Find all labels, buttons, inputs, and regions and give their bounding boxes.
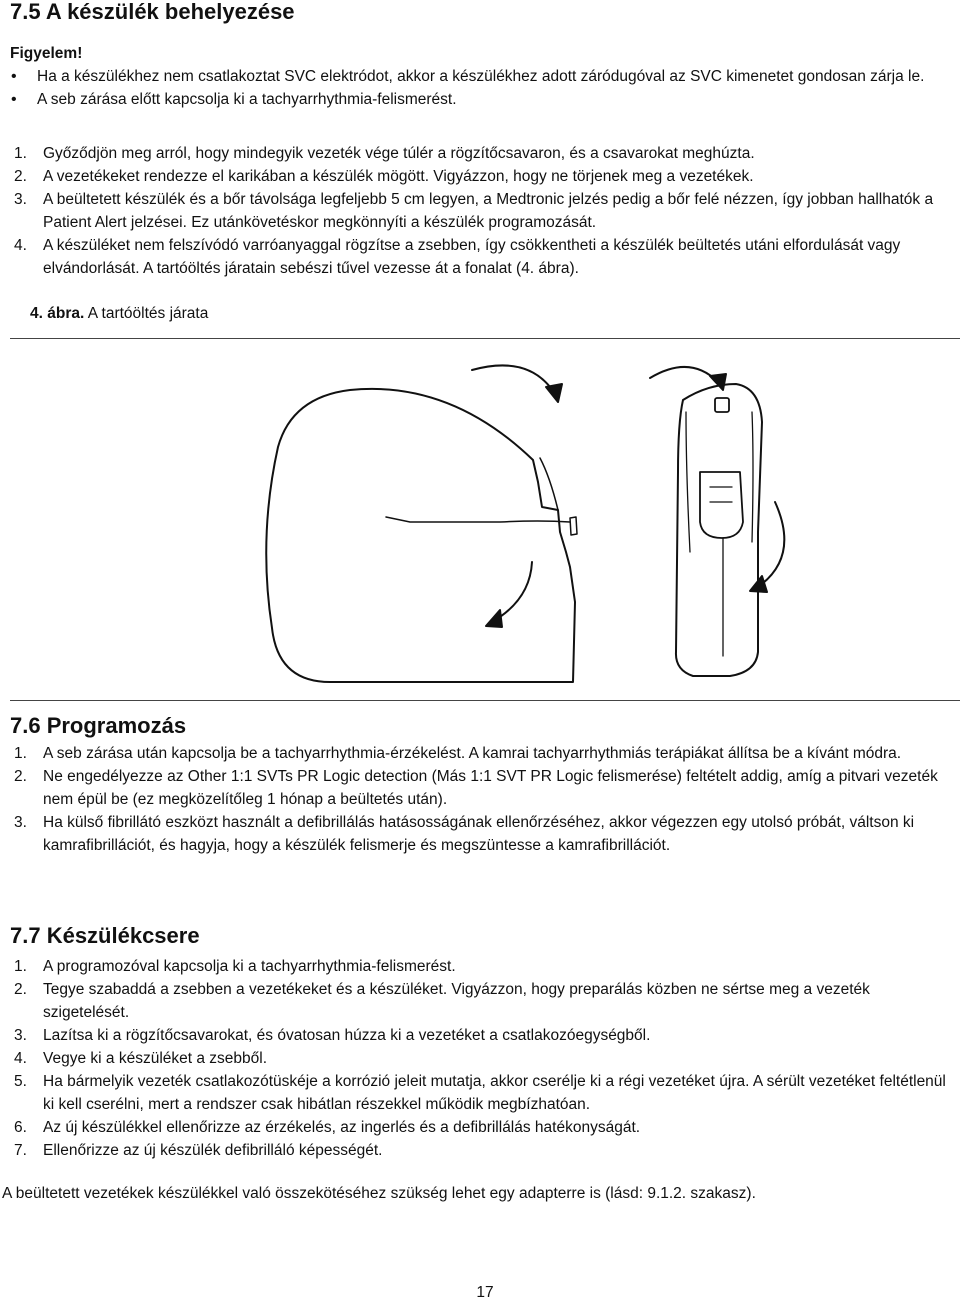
step-number: 6. [14,1119,27,1136]
list-item [10,165,955,188]
list-item [10,742,955,765]
section-title-7-5: 7.5 A készülék behelyezése [10,0,295,24]
step-text: Az új készülékkel ellenőrizze az érzékelés, az ingerlés és a defibrillálás hatékonyságát. [43,1119,641,1136]
warning-bullet-list [10,65,955,111]
device-end-view [676,384,762,676]
figure-label: 4. ábra. [30,305,85,322]
insertion-steps [10,142,955,280]
replacement-steps [10,955,955,1162]
arrow-icon [750,502,784,592]
device-side-view [266,389,577,682]
step-text: A programozóval kapcsolja ki a tachyarrhythmia-felismerést. [43,958,456,975]
step-number: 5. [14,1073,27,1090]
step-number: 3. [14,814,27,831]
warning-block [10,42,955,111]
warning-bullet: • Ha a készülékhez nem csatlakoztat SVC elektródot, akkor a készülékhez adott záródugóval az SVC kimenetet gondosan zárja le. [10,65,955,88]
step-number: 7. [14,1142,27,1159]
step-text: Lazítsa ki a rögzítőcsavarokat, és óvatosan húzza ki a vezetéket a csatlakozóegységből. [43,1027,651,1044]
step-text: A készüléket nem felszívódó varróanyaggal rögzítse a zsebben, így csökkentheti a készülék beültetés utáni elfordulását vagy elvándorlását. A tartóöltés járatain sebészi tűvel vezesse át a fonalat (4. ábra). [43,237,901,277]
figure-bottom-rule [10,700,960,701]
figure-caption [30,302,208,325]
step-number: 1. [14,145,27,162]
arrow-icon [472,365,562,402]
warning-label: Figyelem! [10,45,83,62]
section-title-7-7: 7.7 Készülékcsere [10,923,200,948]
step-number: 3. [14,1027,27,1044]
step-number: 2. [14,768,27,785]
list-item [10,765,955,811]
step-number: 3. [14,191,27,208]
list-item [10,1070,955,1116]
closing-note: A beültetett vezetékek készülékkel való összekötéséhez szükség lehet egy adapterre is (lásd: 9.1.2. szakasz). [2,1185,756,1202]
list-item [10,1139,955,1162]
list-item [10,1116,955,1139]
list-item [10,188,955,234]
page-number: 17 [476,1284,494,1301]
step-number: 4. [14,1050,27,1067]
step-text: Ellenőrizze az új készülék defibrilláló képességét. [43,1142,383,1159]
list-item [10,1047,955,1070]
section-title-7-6: 7.6 Programozás [10,713,187,738]
figure-caption-text: A tartóöltés járata [87,305,209,322]
warning-bullet: • A seb zárása előtt kapcsolja ki a tachyarrhythmia-felismerést. [10,88,955,111]
step-text: Ha bármelyik vezeték csatlakozótüskéje a korrózió jeleit mutatja, akkor cserélje ki a régi vezetéket újra. A sérült vezetéket feltétlenül ki kell cserélni, mert a rendszer csak hibátlan részekkel működik megbízhatóan. [43,1073,946,1113]
arrow-icon [486,562,532,627]
list-item [10,234,955,280]
step-number: 1. [14,958,27,975]
step-text: A seb zárása után kapcsolja be a tachyarrhythmia-érzékelést. A kamrai tachyarrhythmiás terápiákat állítsa be a kívánt módra. [43,745,902,762]
step-number: 4. [14,237,27,254]
programming-steps [10,742,955,857]
step-text: Győződjön meg arról, hogy mindegyik vezeték vége túlér a rögzítőcsavaron, és a csavarokat meghúzta. [43,145,755,162]
list-item [10,142,955,165]
step-text: Ha külső fibrillátó eszközt használt a defibrillálás hatásosságának ellenőrzéséhez, akkor végezzen egy utolsó próbát, váltson ki kamrafibrillációt, és hagyja, hogy a készülék felismerje és megszüntesse a kamrafibrillációt. [43,814,915,854]
step-text: Tegye szabaddá a zsebben a vezetékeket és a készüléket. Vigyázzon, hogy preparálás közben ne sértse meg a vezeték szigetelését. [43,981,870,1021]
list-item [10,978,955,1024]
suture-hole-figure [10,342,960,698]
step-text: Ne engedélyezze az Other 1:1 SVTs PR Logic detection (Más 1:1 SVT PR Logic felismerése) feltételt addig, amíg a pitvari vezeték nem épül be (ez megközelítőleg 1 hónap a beültetés után). [43,768,938,808]
list-item [10,1024,955,1047]
step-number: 2. [14,981,27,998]
step-number: 1. [14,745,27,762]
list-item [10,955,955,978]
step-text: Vegye ki a készüléket a zsebből. [43,1050,268,1067]
list-item [10,811,955,857]
step-text: A beültetett készülék és a bőr távolsága legfeljebb 5 cm legyen, a Medtronic jelzés pedig a bőr felé nézzen, így jobban hallhatók a Patient Alert jelzései. Ez utánkövetéskor megkönnyíti a készülék programozását. [43,191,934,231]
step-number: 2. [14,168,27,185]
step-text: A vezetékeket rendezze el karikában a készülék mögött. Vigyázzon, hogy ne törjenek meg a vezetékek. [43,168,754,185]
figure-top-rule [10,338,960,339]
